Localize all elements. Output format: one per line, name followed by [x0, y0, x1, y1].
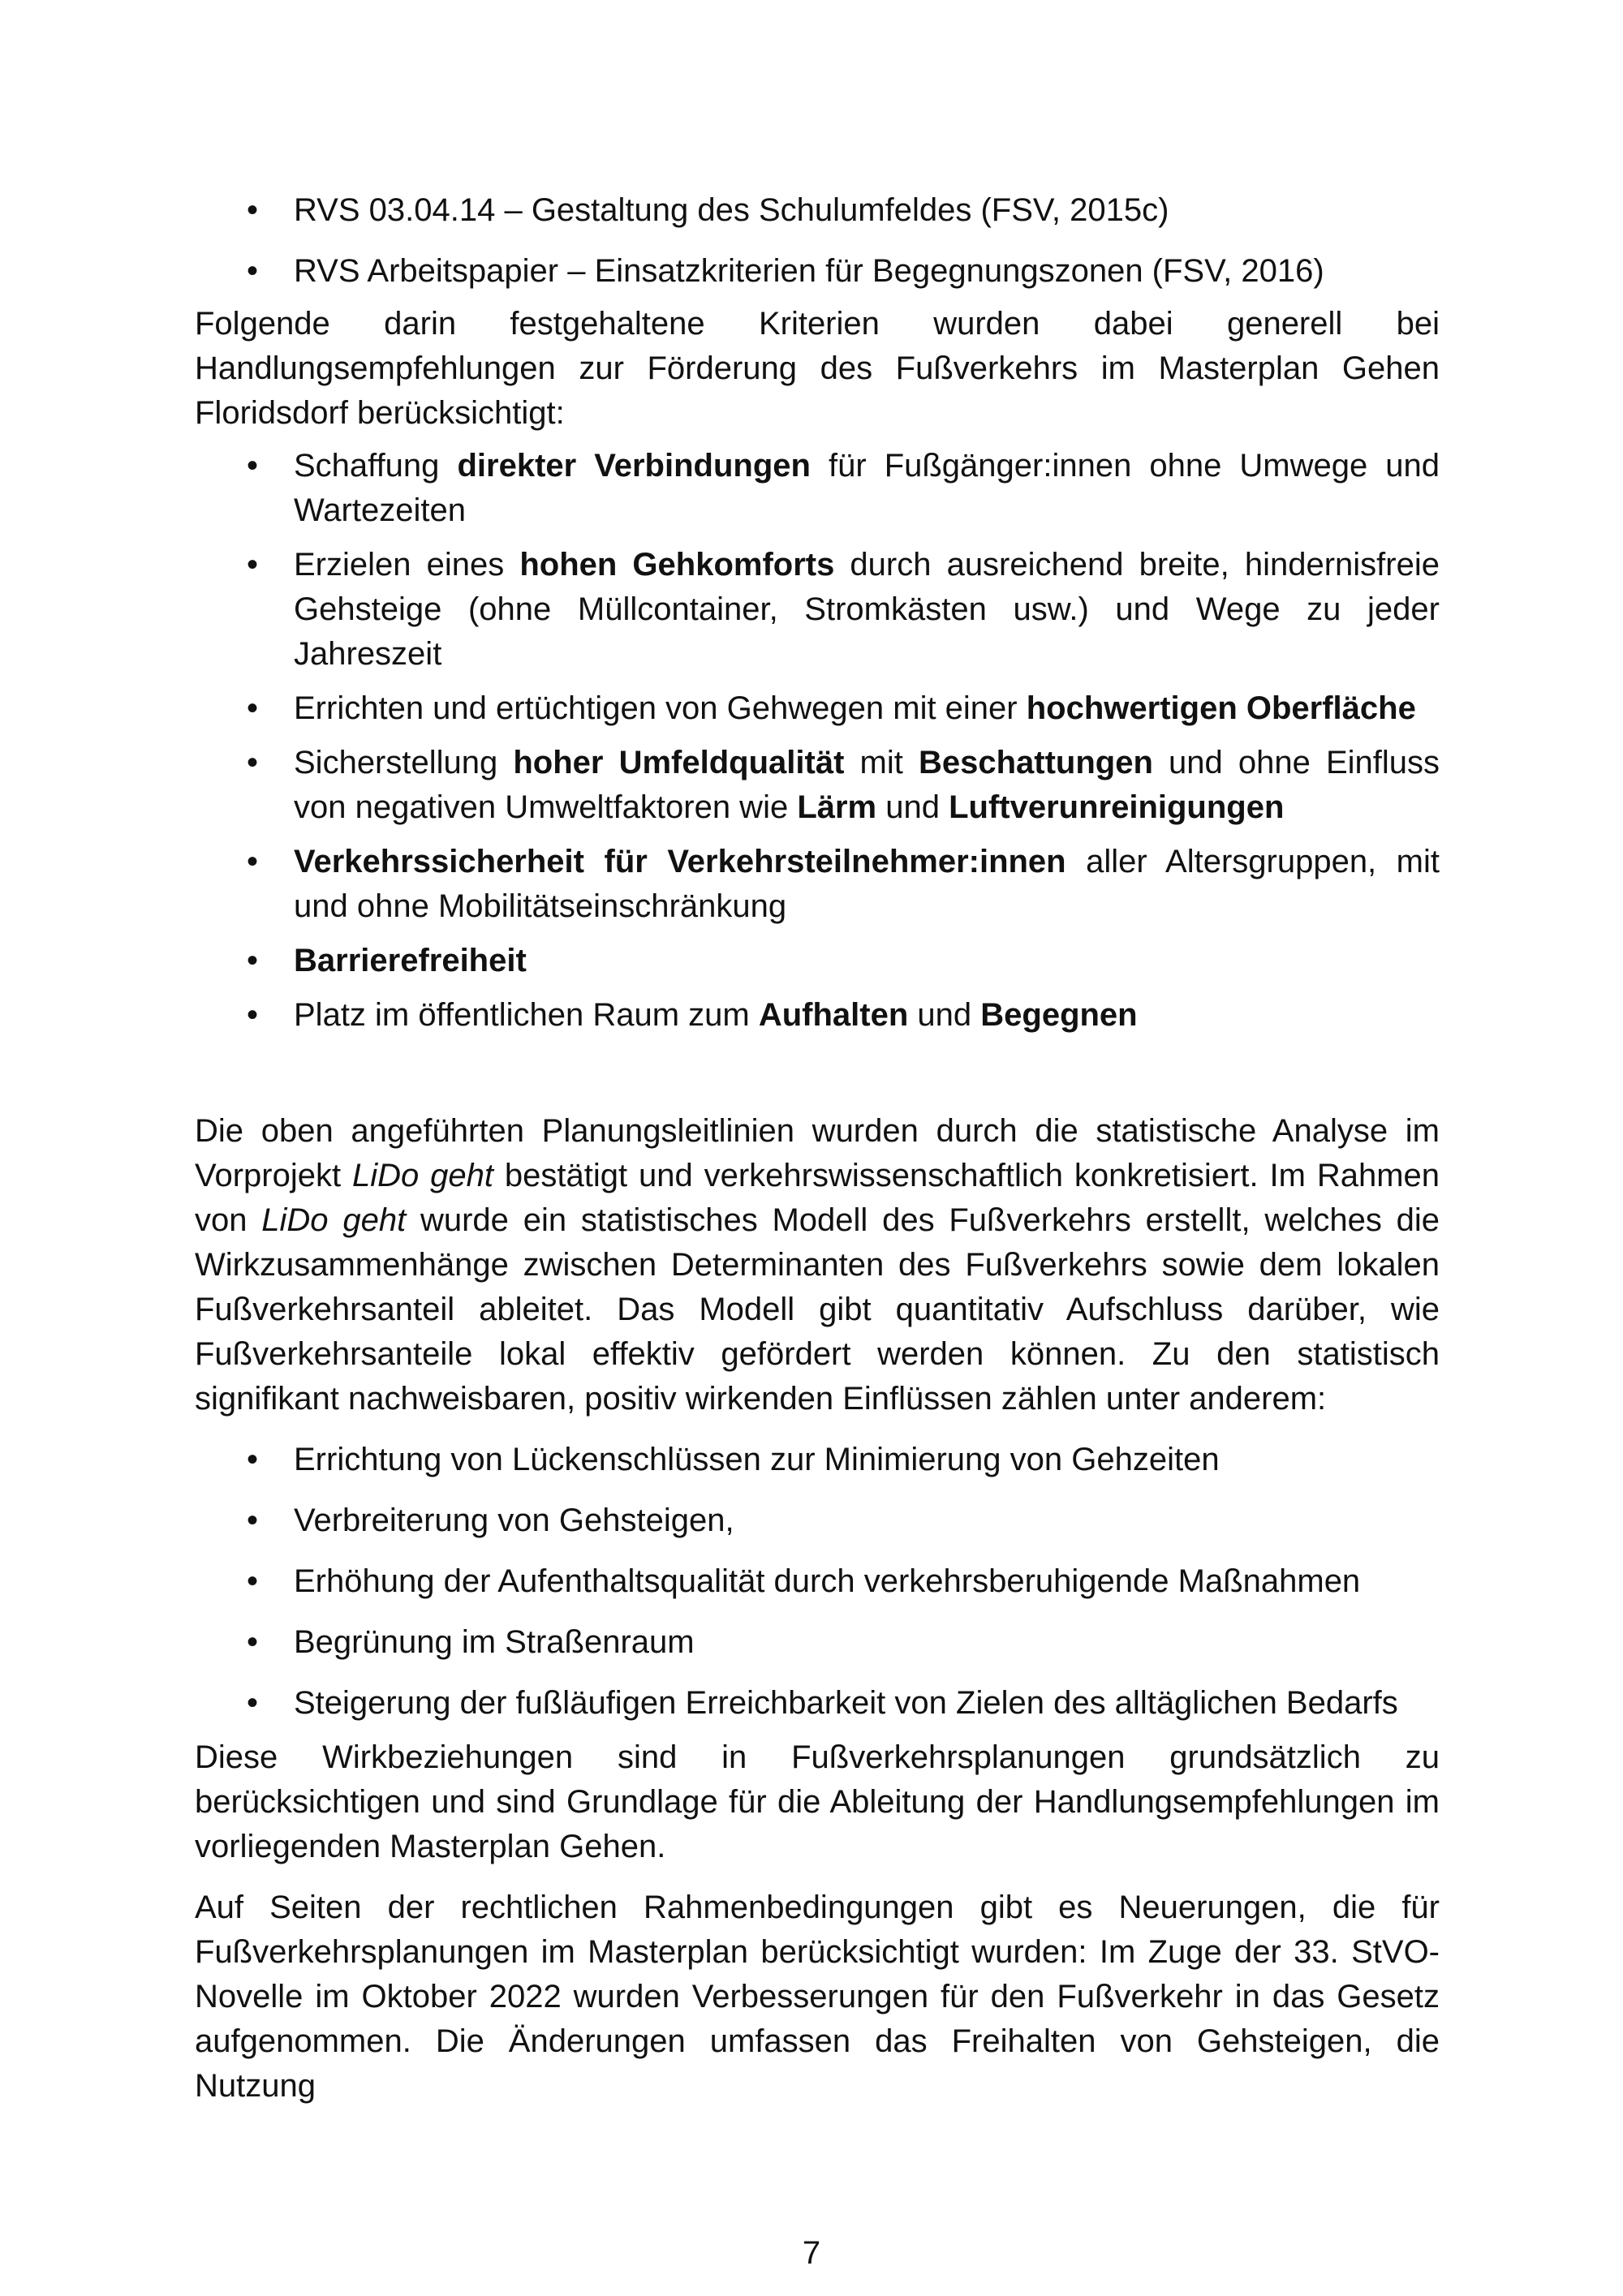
- legal-paragraph: Auf Seiten der rechtlichen Rahmenbedingungen gibt es Neuerungen, die für Fußverkehrsplanungen im Masterplan berücksichtigt wurden: Im Zuge der 33. StVO-Novelle im Oktober 2022 wurden Verbesserungen für den Fußverkehr in das Gesetz aufgenommen. Die Änderungen umfassen das Freihalten von Gehsteigen, die Nutzung: [195, 1890, 1440, 2104]
- criterion-bold: hoher Umfeldqualität: [513, 745, 845, 780]
- bullet: •: [247, 943, 259, 978]
- list-item: [195, 188, 1440, 233]
- criterion-bold: direkter Verbindungen: [457, 448, 811, 484]
- list-item: [195, 1620, 1440, 1665]
- criterion-bold: hochwertigen Oberfläche: [1026, 690, 1416, 726]
- list-item: [195, 840, 1440, 929]
- document-page: [195, 188, 1440, 2109]
- criterion-bold: Barrierefreiheit: [294, 943, 527, 978]
- bullet: •: [247, 1624, 259, 1660]
- paragraph-text: Die oben angeführten Planungsleitlinien wurden durch die statistische Analyse im Vorprojekt: [195, 1113, 1440, 1193]
- bullet: •: [247, 192, 259, 228]
- list-item-text: Begrünung im Straßenraum: [294, 1624, 695, 1660]
- list-item: [195, 543, 1440, 677]
- bullet: •: [247, 1503, 259, 1538]
- criterion-text: aller Altersgruppen, mit und ohne Mobilitätseinschränkung: [294, 844, 1440, 924]
- bullet: •: [247, 253, 259, 289]
- paragraph-text: wurde ein statistisches Modell des Fußverkehrs erstellt, welches die Wirkzusammenhänge zwischen Determinanten des Fußverkehrs sowie dem lokalen Fußverkehrsanteil ableitet. Das Modell gibt quantitativ Aufschluss darüber, wie Fußverkehrsanteile lokal effektiv gefördert werden können. Zu den statistisch signifikant nachweisbaren, positiv wirkenden Einflüssen zählen unter anderem:: [195, 1202, 1440, 1417]
- bullet: •: [247, 745, 259, 780]
- bullet: •: [247, 997, 259, 1033]
- list-item-text: RVS Arbeitspapier – Einsatzkriterien für Begegnungszonen (FSV, 2016): [294, 253, 1324, 289]
- list-item-text: Verbreiterung von Gehsteigen,: [294, 1503, 734, 1538]
- criterion-text: Errichten und ertüchtigen von Gehwegen mit einer: [294, 690, 1027, 726]
- intro-text-end: Floridsdorf berücksichtigt:: [195, 395, 565, 431]
- criterion-bold: Begegnen: [980, 997, 1138, 1033]
- criterion-bold: Lärm: [797, 789, 877, 825]
- bullet: •: [247, 1442, 259, 1477]
- criterion-bold: Luftverunreinigungen: [949, 789, 1285, 825]
- list-item-text: RVS 03.04.14 – Gestaltung des Schulumfeldes (FSV, 2015c): [294, 192, 1169, 228]
- list-item: [195, 1681, 1440, 1726]
- criterion-bold: Aufhalten: [758, 997, 909, 1033]
- intro-paragraph: [195, 302, 1440, 436]
- list-item-text: Steigerung der fußläufigen Erreichbarkeit von Zielen des alltäglichen Bedarfs: [294, 1685, 1398, 1721]
- intro-text: Folgende darin festgehaltene Kriterien wurden dabei generell bei Handlungsempfehlungen zur Förderung des Fußverkehrs im Masterplan Gehen: [195, 306, 1440, 386]
- criterion-text: durch ausreichend breite, hindernisfreie Gehsteige (ohne Müllcontainer, Stromkästen usw.) und Wege zu jeder Jahreszeit: [294, 547, 1440, 672]
- list-item: [195, 741, 1440, 830]
- bullet: •: [247, 1563, 259, 1599]
- bullet: •: [247, 1685, 259, 1721]
- lido-paragraph: [195, 1109, 1440, 1421]
- list-item: [195, 686, 1440, 731]
- project-name: LiDo geht: [351, 1158, 493, 1193]
- bullet: •: [247, 844, 259, 879]
- paragraph-text: bestätigt und verkehrswissenschaftlich konkretisiert. Im Rahmen von: [195, 1158, 1440, 1238]
- reference-list: [195, 188, 1440, 294]
- bullet: •: [247, 547, 259, 583]
- list-item: [195, 1498, 1440, 1543]
- project-name: LiDo geht: [261, 1202, 407, 1238]
- criterion-bold: Verkehrssicherheit für Verkehrsteilnehmer:innen: [294, 844, 1066, 879]
- list-item: [195, 444, 1440, 533]
- influence-list: [195, 1438, 1440, 1726]
- criterion-text: mit: [844, 745, 919, 780]
- criterion-text: für Fußgänger:innen ohne Umwege und Wartezeiten: [294, 448, 1440, 528]
- list-item: [195, 993, 1440, 1038]
- list-item-text: Erhöhung der Aufenthaltsqualität durch verkehrsberuhigende Maßnahmen: [294, 1563, 1361, 1599]
- bullet: •: [247, 448, 259, 484]
- list-item: [195, 249, 1440, 294]
- list-item: [195, 1438, 1440, 1482]
- bullet: •: [247, 690, 259, 726]
- criterion-text: Schaffung: [294, 448, 458, 484]
- criterion-text: Erzielen eines: [294, 547, 520, 583]
- criterion-text: Platz im öffentlichen Raum zum: [294, 997, 759, 1033]
- list-item-text: Errichtung von Lückenschlüssen zur Minimierung von Gehzeiten: [294, 1442, 1220, 1477]
- criteria-list: [195, 444, 1440, 1038]
- list-item: [195, 1559, 1440, 1604]
- criterion-bold: hohen Gehkomforts: [519, 547, 835, 583]
- criterion-text: Sicherstellung: [294, 745, 514, 780]
- wirk-paragraph: Diese Wirkbeziehungen sind in Fußverkehrsplanungen grundsätzlich zu berücksichtigen und sind Grundlage für die Ableitung der Handlungsempfehlungen im vorliegenden Masterplan Gehen.: [195, 1739, 1440, 1864]
- criterion-text: und ohne Einfluss von negativen Umweltfaktoren wie: [294, 745, 1440, 825]
- criterion-text: und: [908, 997, 981, 1033]
- page-number: 7: [802, 2235, 821, 2271]
- list-item: [195, 939, 1440, 983]
- criterion-text: und: [876, 789, 949, 825]
- criterion-bold: Beschattungen: [918, 745, 1153, 780]
